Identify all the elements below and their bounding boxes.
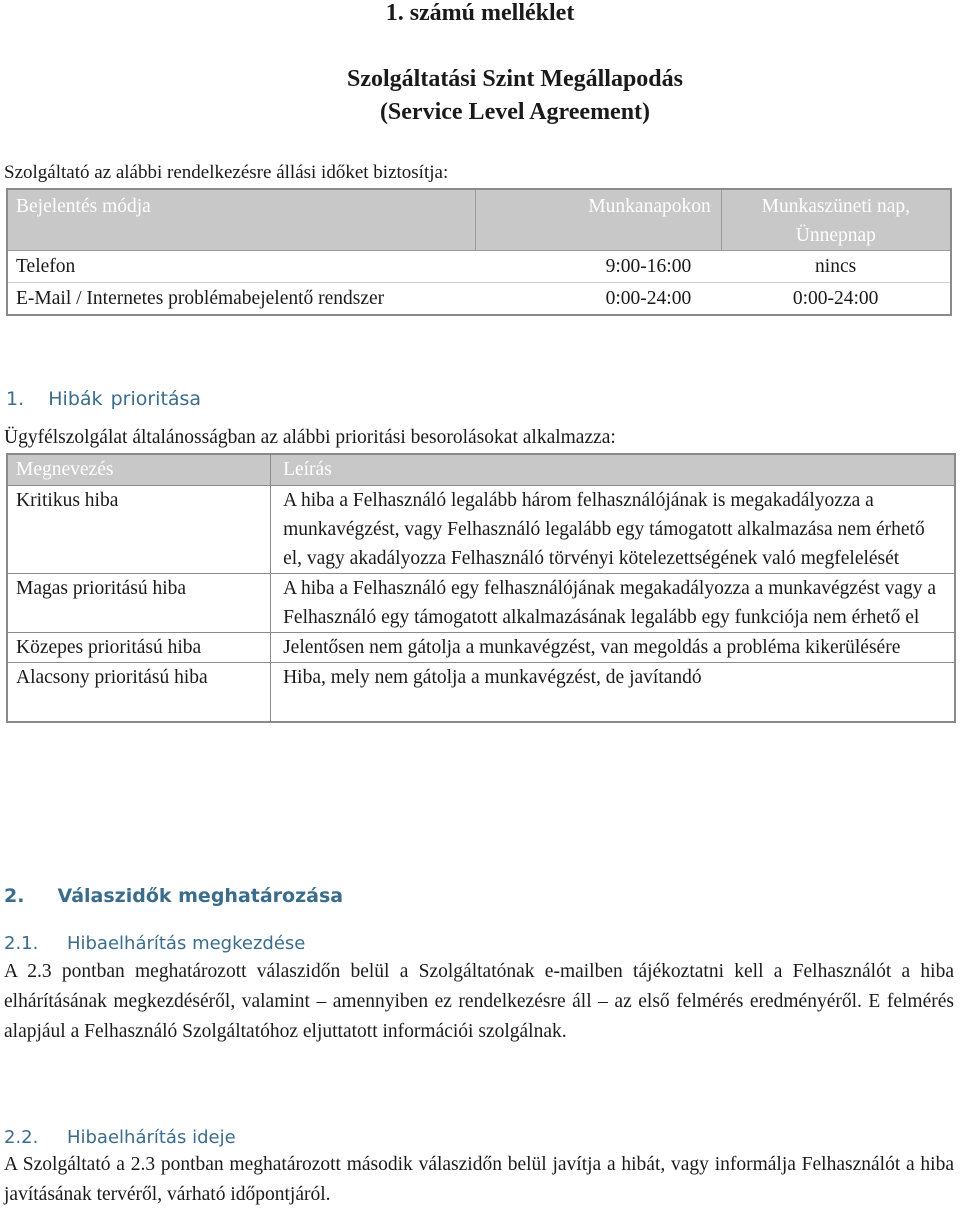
priority-description: A hiba a Felhasználó legalább három felhasználójának is megakadályozza a munkavégzést, vagy Felhasználó legalább egy támogatott alkalmazása nem érhető el, vagy akadályozza Felhasználó törvényi kötelezettségének való megfelelését bbox=[271, 486, 955, 574]
section21-text: A 2.3 pontban meghatározott válaszidőn belül a Szolgáltatónak e-mailben tájékoztatni kell a Felhasználót a hiba elhárításának megkezdéséről, valamint – amennyiben ez rendelkezésre áll – az első felmérés eredményéről. E felmérés alapjául a Felhasználó Szolgáltatóhoz eljuttatott információi szolgálnak. bbox=[4, 961, 954, 1042]
availability-intro: Szolgáltató az alábbi rendelkezésre állási időket biztosítja: bbox=[4, 162, 449, 183]
table-row bbox=[7, 486, 955, 574]
priority-description: A hiba a Felhasználó egy felhasználójának megakadályozza a munkavégzést vagy a Felhasználó egy támogatott alkalmazásának legalább egy funkciója nem érhető el bbox=[271, 574, 955, 633]
priority-description: Jelentősen nem gátolja a munkavégzést, van megoldás a probléma kikerülésére bbox=[271, 633, 955, 663]
sla-title-line2: (Service Level Agreement) bbox=[379, 99, 651, 125]
column-header: Bejelentés módja bbox=[7, 189, 476, 251]
section21-heading bbox=[4, 933, 305, 954]
priority-header-row bbox=[7, 454, 955, 486]
priority-name: Közepes prioritású hiba bbox=[7, 633, 271, 663]
table-cell: 0:00-24:00 bbox=[476, 283, 722, 316]
sla-title-line1: Szolgáltatási Szint Megállapodás bbox=[346, 66, 683, 92]
column-header: Munkanapokon bbox=[476, 189, 722, 251]
table-cell: 0:00-24:00 bbox=[721, 283, 951, 316]
priority-intro: Ügyfélszolgálat általánosságban az alábbi prioritási besorolásokat alkalmazza: bbox=[4, 427, 616, 448]
section2-heading bbox=[4, 885, 343, 907]
table-cell: Telefon bbox=[7, 251, 476, 283]
column-header: Megnevezés bbox=[7, 454, 271, 486]
table-cell: 9:00-16:00 bbox=[476, 251, 722, 283]
priority-name: Kritikus hiba bbox=[7, 486, 271, 574]
table-row bbox=[7, 251, 951, 283]
table-row bbox=[7, 283, 951, 316]
column-header: Munkaszüneti nap, Ünnepnap bbox=[721, 189, 951, 251]
column-header: Leírás bbox=[271, 454, 955, 486]
table-row bbox=[7, 633, 955, 663]
section-number: 2.1. bbox=[4, 933, 39, 954]
section1-heading bbox=[6, 388, 201, 410]
priority-name: Magas prioritású hiba bbox=[7, 574, 271, 633]
priority-description: Hiba, mely nem gátolja a munkavégzést, de javítandó bbox=[271, 663, 955, 723]
section-number: 2.2. bbox=[4, 1127, 39, 1148]
section-title: Hibaelhárítás ideje bbox=[66, 1127, 236, 1148]
section-title: Hibaelhárítás megkezdése bbox=[66, 933, 306, 954]
section-number: 1. bbox=[6, 388, 25, 410]
priority-name: Alacsony prioritású hiba bbox=[7, 663, 271, 723]
section22-heading bbox=[4, 1127, 236, 1148]
section-number: 2. bbox=[4, 885, 25, 907]
document-title: 1. számú melléklet bbox=[385, 0, 575, 26]
table-row bbox=[7, 574, 955, 633]
section22-text: A Szolgáltató a 2.3 pontban meghatározott második válaszidőn belül javítja a hibát, vagy informálja Felhasználót a hiba javításának tervéről, várható időpontjáról. bbox=[4, 1154, 954, 1205]
availability-header-row bbox=[7, 189, 951, 251]
sla-title bbox=[0, 63, 960, 129]
section-title: Hibák prioritása bbox=[48, 388, 202, 410]
section-title: Válaszidők meghatározása bbox=[57, 885, 344, 907]
table-cell: E-Mail / Internetes problémabejelentő rendszer bbox=[7, 283, 476, 316]
availability-table bbox=[6, 188, 952, 316]
priority-table bbox=[6, 453, 956, 723]
table-row bbox=[7, 663, 955, 723]
table-cell: nincs bbox=[721, 251, 951, 283]
